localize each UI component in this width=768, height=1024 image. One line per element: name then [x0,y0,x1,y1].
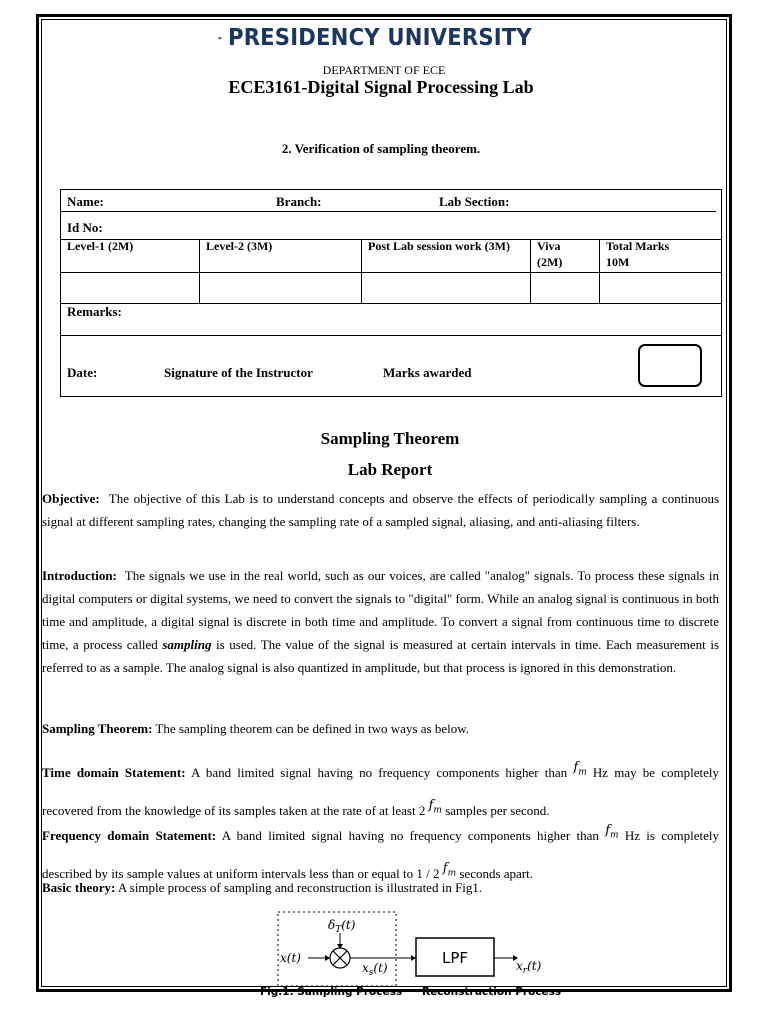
col-divider [361,239,362,303]
column-header: Total Marks 10M [606,239,670,269]
delta-label: $\delta_T(t)$ [328,918,356,935]
frequency-domain-text-2: Hz is completely described by its sample values at uniform intervals less than or equal to 1 / 2 [42,828,720,881]
time-domain-label: Time domain Statement: [42,765,186,780]
fm-symbol: $f_m$ [573,760,587,778]
sampling-theorem-label: Sampling Theorem: [42,721,153,736]
column-header: Level-2 (3M) [206,239,273,253]
department-label: DEPARTMENT OF ECE [322,63,446,77]
row-divider [61,303,721,304]
sampling-theorem-text: The sampling theorem can be defined in two ways as below. [155,721,470,736]
objective-text: The objective of this Lab is to understand concepts and observe the effects of periodically sampling a continuous signal at different sampling rates, changing the sampling rate of a sampled signal, aliasing, and anti-aliasing filters. [42,491,720,529]
frequency-domain-text-3: seconds apart. [459,865,533,881]
column-header: Viva (2M) [537,239,563,269]
branch-label: Branch: [276,194,322,209]
id-label: Id No: [67,220,103,235]
sampling-theorem-paragraph [42,717,719,740]
course-title: ECE3161-Digital Signal Processing Lab [228,77,534,97]
signature-label: Signature of the Instructor [164,365,313,380]
marks-awarded-label: Marks awarded [383,365,472,380]
time-domain-text: A band limited signal having no frequency components higher than [191,765,568,780]
frequency-domain-label: Frequency domain Statement: [42,828,217,843]
student-info-table [60,189,722,397]
column-header: Post Lab session work (3M) [368,239,511,253]
introduction-text-cont: is used. The value of the signal is measured at certain intervals in time. Each measurement is referred to as a sample. The analog signal is also quantized in amplitude, but that process is ignored in this demonstration. [42,637,719,675]
report-subheading: Lab Report [347,460,433,479]
sampling-caption: Fig.1. Sampling Process [260,986,403,998]
university-logo [218,20,558,56]
experiment-title: 2. Verification of sampling theorem. [281,141,481,156]
objective-paragraph [42,487,719,533]
xr-label: $x_r(t)$ [516,959,542,976]
name-underline [61,211,716,212]
fm-symbol: $f_m$ [428,797,442,816]
x-input-label: x(t) [280,951,301,965]
row-divider [61,335,721,336]
basic-theory-paragraph [42,876,719,899]
lab-section-label: Lab Section: [439,194,510,209]
sampling-diagram [250,905,570,1000]
col-divider [599,239,600,303]
xs-label: $x_s(t)$ [362,961,388,978]
fm-symbol: $f_m$ [605,823,619,841]
introduction-paragraph [42,564,719,679]
col-divider [530,239,531,303]
introduction-label: Introduction: [42,568,117,583]
lpf-label: LPF [441,949,469,967]
marks-box [638,344,702,387]
basic-theory-label: Basic theory: [42,880,116,895]
objective-label: Objective: [42,491,100,506]
frequency-domain-text: A band limited signal having no frequency components higher than [221,828,599,843]
introduction-text: The signals we use in the real world, such as our voices, are called "analog" signals. To process these signals in digital computers or digital systems, we need to convert the signals to "digital" form. While an analog signal is continuous in both time and amplitude, a digital signal is discrete in both time and amplitude. To convert a signal from continuous time to discrete time, a process called [42,568,720,652]
row-divider [61,272,721,273]
time-domain-text-2: Hz may be completely recovered from the knowledge of its samples taken at the rate of at least 2 [42,765,720,818]
basic-theory-text: A simple process of sampling and reconstruction is illustrated in Fig1. [117,880,483,895]
time-domain-text-3: samples per second. [445,802,550,818]
column-header: Level-1 (2M) [67,239,134,253]
logo-text: PRESIDENCY UNIVERSITY [227,25,532,51]
book-logo-icon [218,21,222,55]
date-label: Date: [67,365,98,380]
name-label: Name: [67,194,104,209]
col-divider [199,239,200,303]
reconstruction-caption: Reconstruction Process [422,986,562,998]
remarks-label: Remarks: [67,304,122,319]
fm-symbol: $f_m$ [442,860,457,879]
report-heading: Sampling Theorem [320,429,460,448]
input-arrowhead [325,955,330,961]
sampling-emphasis: sampling [162,637,212,652]
